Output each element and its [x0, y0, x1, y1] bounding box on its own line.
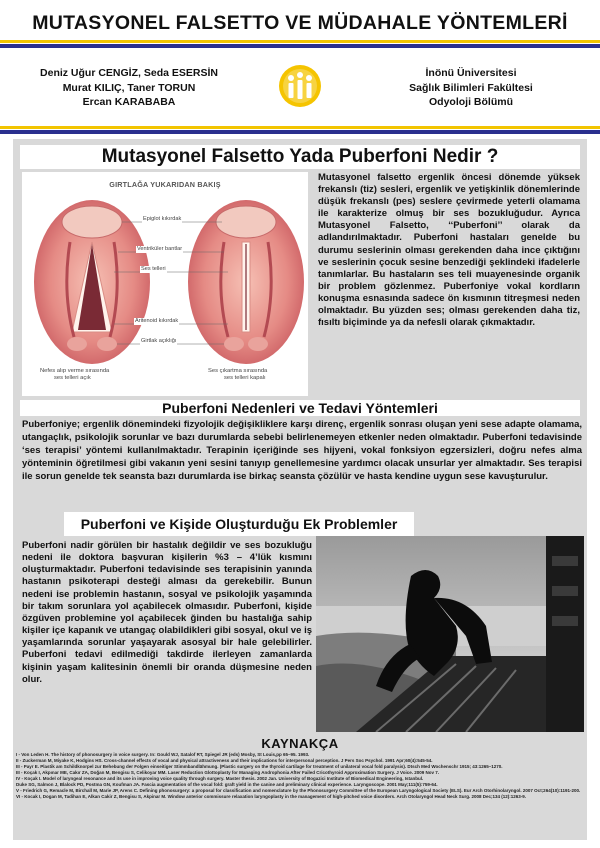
section-heading-what-is: Mutasyonel Falsetto Yada Puberfoni Nedir ?: [20, 145, 580, 169]
institution-line: Odyoloji Bölümü: [429, 96, 513, 108]
reference-item: VI - Kocak I, Dogan M, Tadihan E, Alkan Cakir Z, Bengisu S, Akpinar M. Window anterior commissure relaxation laryngoplasty in the management of high-pitched voice disorders. Arch Otolaryngol Head Neck Surg. 2008 Dec;134 (12):1263-9.: [16, 794, 527, 800]
caption-open-line: ses telleri açık: [54, 375, 91, 381]
author-line: Ercan KARABABA: [82, 96, 176, 108]
section-heading-additional-problems: Puberfoni ve Kişide Oluşturduğu Ek Problemler: [64, 512, 414, 536]
header-rule-yellow: [0, 40, 600, 43]
label-glottis-opening: Girtlak açıklığı: [141, 338, 177, 344]
reference-item: V - Friedrich G, Remacle M, Birchall M, Marie JP, Arens C. Defining phonosurgery: a proposal for classification and nomenclature by the Phonosurgery Committee of the European Laryngological Society (ELS). Eur Arch Otorhinolaryngol. 2007 Oct;264(10):1191-200.: [16, 788, 581, 794]
figure-title: GIRTLAĞA YUKARIDAN BAKIŞ: [109, 180, 221, 189]
reference-item: III - Payr E. Plastik am Schildknorpel zur Behebung der Folgen einseitiger Stimmbandlähmung. (Plastic surgery on the thyroid cartilage for treatment of unilateral vocal fold paralysis). Dtsch Med Wochenschr 1915; 43:1265–1270.: [16, 764, 503, 770]
caption-open: [40, 368, 109, 382]
label-epiglottis: Epiglot kıkırdak: [143, 216, 182, 222]
institution-line: İnönü Üniversitesi: [425, 67, 517, 79]
section3-paragraph: Puberfoni nadir görülen bir hastalık değildir ve ses bozukluğu nedeni ile doktora başvuran kişilerin %3 – 4’lük kısmını oluşturmaktadır. Puberfoni tedavisinde ses terapisinin yanında hastanın psikoterapi desteği alması da gerekebilir. Bunun nedeni ise problemin hastanın, sosyal ve psikolojik yaşamında bir takım sorunlara yol açabilecek olmasıdır. Puberfoni, kişide özgüven problemine yol açabilecek ğinden bu hastalığa sahip kişiler içe kapanık ve utangaç olabildikleri gibi sosyal, okul ve iş yaşamlarında sorunlar yaşayarak asosyal bir hale gelebilirler. Puberfoni tedavi edilmediği takdirde ilerleyen zamanlarda kişinin yaşam kalitesinin önemli bir oranda düşmesine neden olur.: [22, 540, 312, 685]
author-line: Murat KILIÇ, Taner TORUN: [62, 81, 196, 94]
larynx-closed-view: [188, 200, 304, 364]
header-rule-blue: [0, 44, 600, 48]
reference-item: Duke SG, Salmon J, Blalock PD, Postma GN, Koufman JA. Fascia augmentation of the vocal fold: graft yield in the canine and preliminary clinical experience. Laryngoscope. 2001 May;111(5):759-64.: [16, 782, 438, 788]
larynx-open-view: [34, 200, 150, 364]
reference-item: II - Zuckerman M, Miyake K, Hodgins HS. Cross-channel effects of vocal and physical attractiveness and their implications for interpersonal perception. J Pers Soc Psychol. 1991 Apr;60(4):545-54.: [16, 758, 433, 764]
section1-paragraph: Mutasyonel falsetto ergenlik öncesi dönemde yüksek frekanslı (tiz) sesleri, ergenlik ve yetişkinlik dönemlerinde düşük frekanslı (pes) seslere çevirmede yeterli olamama ile karakterize olmuş bir ses bozukluğudur. Ayrıca Mutasyonel Falsetto, ‘‘Puberfoni’’ olarak da adlandırılmaktadır. Puberfoni hastaları genelde bu durumu seslerinin olması gerekenden daha ince çıktığını ve seslerinin çocuk sesine benzediği şeklindeki ifadelerle tanımlarlar. Bu hastaların ses teli muayenesinde organik bir problem gözlenmez. Puberfoniye vokal kordların konuşma esnasında sadece ön kısmının titreşmesi neden olmaktadır. Bu yüzden ses; olması gerekenden daha tiz, fısıltı biçiminde ya da nefesli olarak çıkmaktadır.: [318, 172, 580, 329]
larynx-illustration: [22, 172, 308, 396]
header-rule-yellow-lower: [0, 126, 600, 129]
university-logo-icon: [278, 64, 322, 108]
references-list: [16, 752, 584, 800]
label-arytenoid: Aritenoid kıkırdak: [135, 318, 179, 324]
caption-closed-line: Ses çıkartma sırasında: [208, 368, 268, 374]
larynx-figure: [22, 172, 308, 396]
reference-item: I - Von Leden H. The history of phonosurgery in voice surgery. In: Gould WJ, Satalof RT, Spiegel JR (eds) Mosby, St Louis,pp 65–95. 1993.: [16, 752, 310, 757]
caption-closed-line: ses telleri kapalı: [224, 375, 266, 381]
label-vocal-folds: Ses telleri: [141, 266, 166, 272]
reference-item: IV - Koçak I. Model of laryngeal resonance and its use in improving voice quality through surgery. Master thesis. 2002 Jan. University of Bogazici Institute of Biomedical Engineering, Istanbul.: [16, 776, 424, 782]
author-list: [14, 66, 244, 110]
section2-paragraph: Puberfoniye; ergenlik dönemindeki fizyolojik değişikliklere karşı direnç, ergenlik sonrası oluşan yeni sese adapte olamama, utangaçlık, psikolojik sorunlar ve bazı durumlarda sebebi belirlenemeyen etkenler neden olmaktadır. Puberfoni tedavisinde ‘ses terapisi’ yöntemi kullanılmaktadır. Terapinin içeriğinde ses hijyeni, vokal fonksiyon egzersizleri, doğru nefes alma yönteminin öğretilmesi gibi vakanın yeni sesini tanıyıp genellemesine yardımcı olacak unsurlar yer almaktadır. Ses terapisi ile sorun genelde tek seansta bazı durumlarda ise birkaç seansta çözülür ve hasta kendine uygun sese kavuşturulur.: [22, 419, 582, 482]
label-ventricular-bands: Ventriküler bantlar: [137, 246, 183, 252]
institution-line: Sağlık Bilimleri Fakültesi: [409, 81, 533, 94]
caption-open-line: Nefes alıp verme sırasında: [40, 368, 110, 374]
header-rule-blue-lower: [0, 130, 600, 134]
institution-block: [356, 66, 586, 110]
references-heading: KAYNAKÇA: [261, 736, 339, 751]
section-heading-causes-treatment: Puberfoni Nedenleri ve Tedavi Yöntemleri: [20, 400, 580, 416]
caption-closed: [208, 368, 267, 382]
poster-title: MUTASYONEL FALSETTO VE MÜDAHALE YÖNTEMLERİ: [32, 12, 568, 34]
author-line: Deniz Uğur CENGİZ, Seda ESERSİN: [40, 67, 218, 79]
sad-person-photo: [316, 536, 584, 732]
reference-item: III - Koçak I, Akpınar ME, Cakır ZA, Doğan M, Bengisu S, Celikoyar MM. Laser Reduction Glottoplasty for Managing Androphonia After Failed Cricothyroid Approximation Surgery. J Voice. 2009 Nov 7.: [16, 770, 439, 776]
